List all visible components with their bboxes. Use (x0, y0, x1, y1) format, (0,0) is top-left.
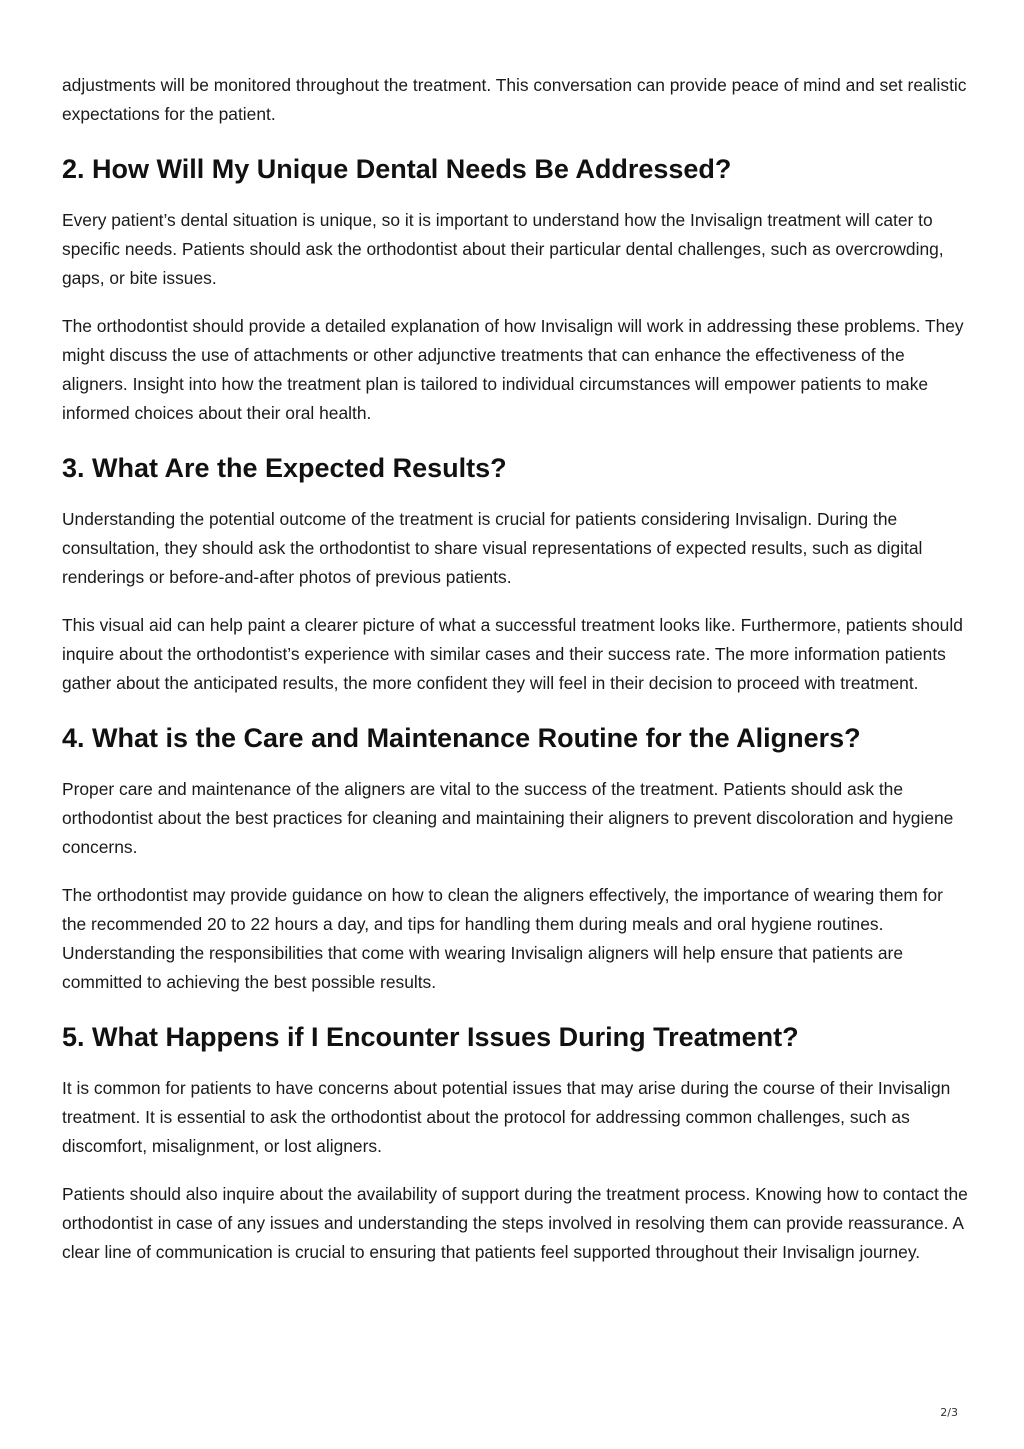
section-paragraph: This visual aid can help paint a clearer picture of what a successful treatment looks like. Furthermore, patients should inquire about the orthodontist’s experience with similar cases and their success rate. The more information patients gather about the anticipated results, the more confident they will feel in their decision to proceed with treatment. (62, 615, 963, 693)
section-unique-dental-needs (62, 152, 970, 428)
document-body (62, 71, 970, 1267)
section-care-maintenance (62, 721, 970, 997)
section-paragraph: Proper care and maintenance of the aligners are vital to the success of the treatment. Patients should ask the orthodontist about the best practices for cleaning and maintaining their aligners to prevent discoloration and hygiene concerns. (62, 779, 954, 857)
section-heading: 3. What Are the Expected Results? (62, 453, 507, 483)
page-number: 2/3 (940, 1406, 958, 1419)
section-paragraph: Every patient’s dental situation is unique, so it is important to understand how the Invisalign treatment will cater to specific needs. Patients should ask the orthodontist about their particular dental challenges, such as overcrowding, gaps, or bite issues. (62, 210, 944, 288)
section-paragraph: Understanding the potential outcome of the treatment is crucial for patients considering Invisalign. During the consultation, they should ask the orthodontist to share visual representations of expected results, such as digital renderings or before-and-after photos of previous patients. (62, 509, 923, 587)
section-paragraph: Patients should also inquire about the availability of support during the treatment process. Knowing how to contact the orthodontist in case of any issues and understanding the steps involved in resolving them can provide reassurance. A clear line of communication is crucial to ensuring that patients feel supported throughout their Invisalign journey. (62, 1184, 968, 1262)
intro-paragraph: adjustments will be monitored throughout the treatment. This conversation can provide peace of mind and set realistic expectations for the patient. (62, 75, 967, 124)
section-heading: 5. What Happens if I Encounter Issues During Treatment? (62, 1022, 799, 1052)
section-paragraph: The orthodontist should provide a detailed explanation of how Invisalign will work in addressing these problems. They might discuss the use of attachments or other adjunctive treatments that can enhance the effectiveness of the aligners. Insight into how the treatment plan is tailored to individual circumstances will empower patients to make informed choices about their oral health. (62, 316, 964, 423)
section-heading: 4. What is the Care and Maintenance Routine for the Aligners? (62, 723, 861, 753)
section-paragraph: It is common for patients to have concerns about potential issues that may arise during the course of their Invisalign treatment. It is essential to ask the orthodontist about the protocol for addressing common challenges, such as discomfort, misalignment, or lost aligners. (62, 1078, 951, 1156)
section-paragraph: The orthodontist may provide guidance on how to clean the aligners effectively, the importance of wearing them for the recommended 20 to 22 hours a day, and tips for handling them during meals and oral hygiene routines. Understanding the responsibilities that come with wearing Invisalign aligners will help ensure that patients are committed to achieving the best possible results. (62, 885, 943, 992)
section-issues-during-treatment (62, 1020, 970, 1267)
section-expected-results (62, 451, 970, 698)
section-heading: 2. How Will My Unique Dental Needs Be Addressed? (62, 154, 732, 184)
